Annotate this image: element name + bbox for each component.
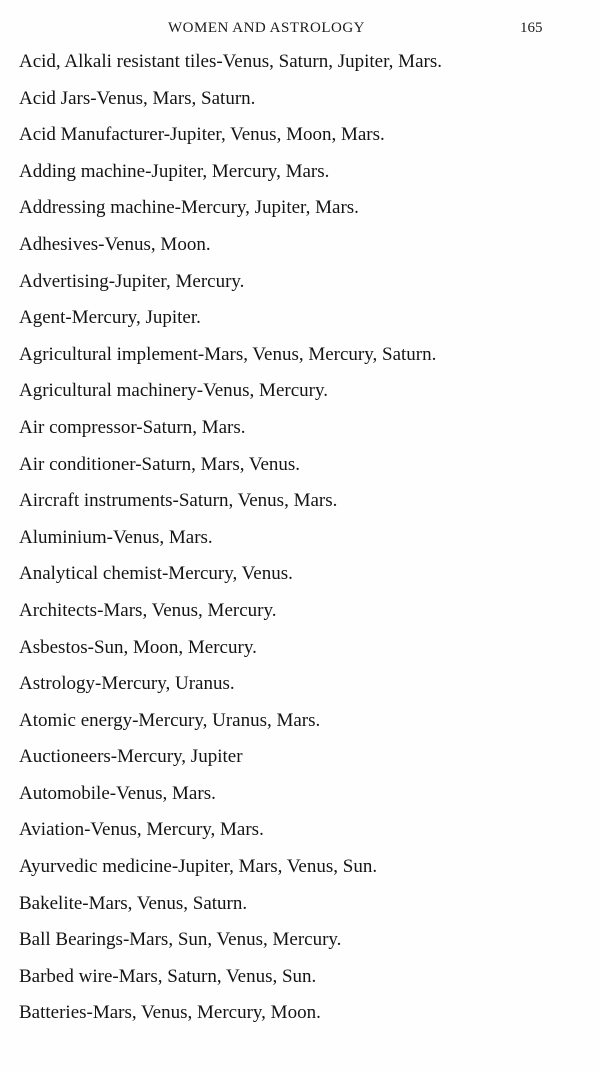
list-item: Air conditioner-Saturn, Mars, Venus. bbox=[19, 453, 301, 475]
list-item: Barbed wire-Mars, Saturn, Venus, Sun. bbox=[19, 965, 317, 987]
list-item: Agricultural implement-Mars, Venus, Mercury, Saturn. bbox=[19, 343, 437, 365]
list-item: Acid Manufacturer-Jupiter, Venus, Moon, Mars. bbox=[19, 124, 385, 146]
list-item: Agent-Mercury, Jupiter. bbox=[19, 307, 201, 329]
list-item: Automobile-Venus, Mars. bbox=[19, 782, 216, 804]
list-item: Adhesives-Venus, Moon. bbox=[19, 233, 211, 255]
list-item: Astrology-Mercury, Uranus. bbox=[19, 673, 235, 695]
list-item: Bakelite-Mars, Venus, Saturn. bbox=[19, 892, 248, 914]
list-item: Air compressor-Saturn, Mars. bbox=[19, 416, 246, 438]
list-item: Aluminium-Venus, Mars. bbox=[19, 526, 213, 548]
list-item: Atomic energy-Mercury, Uranus, Mars. bbox=[19, 709, 321, 731]
list-item: Acid Jars-Venus, Mars, Saturn. bbox=[19, 87, 256, 109]
list-item: Asbestos-Sun, Moon, Mercury. bbox=[19, 636, 257, 658]
list-item: Advertising-Jupiter, Mercury. bbox=[19, 270, 245, 292]
list-item: Aviation-Venus, Mercury, Mars. bbox=[19, 819, 264, 841]
list-item: Ayurvedic medicine-Jupiter, Mars, Venus, Sun. bbox=[19, 856, 378, 878]
list-item: Aircraft instruments-Saturn, Venus, Mars. bbox=[19, 490, 338, 512]
running-title: WOMEN AND ASTROLOGY bbox=[168, 20, 365, 36]
list-item: Agricultural machinery-Venus, Mercury. bbox=[19, 380, 328, 402]
entry-list bbox=[19, 50, 589, 1038]
running-head bbox=[0, 20, 600, 42]
list-item: Batteries-Mars, Venus, Mercury, Moon. bbox=[19, 1002, 321, 1024]
list-item: Analytical chemist-Mercury, Venus. bbox=[19, 563, 293, 585]
list-item: Adding machine-Jupiter, Mercury, Mars. bbox=[19, 160, 330, 182]
page-number: 165 bbox=[520, 20, 543, 36]
list-item: Addressing machine-Mercury, Jupiter, Mars. bbox=[19, 197, 359, 219]
list-item: Architects-Mars, Venus, Mercury. bbox=[19, 599, 277, 621]
list-item: Auctioneers-Mercury, Jupiter bbox=[19, 746, 243, 768]
list-item: Ball Bearings-Mars, Sun, Venus, Mercury. bbox=[19, 929, 342, 951]
list-item: Acid, Alkali resistant tiles-Venus, Saturn, Jupiter, Mars. bbox=[19, 51, 442, 72]
